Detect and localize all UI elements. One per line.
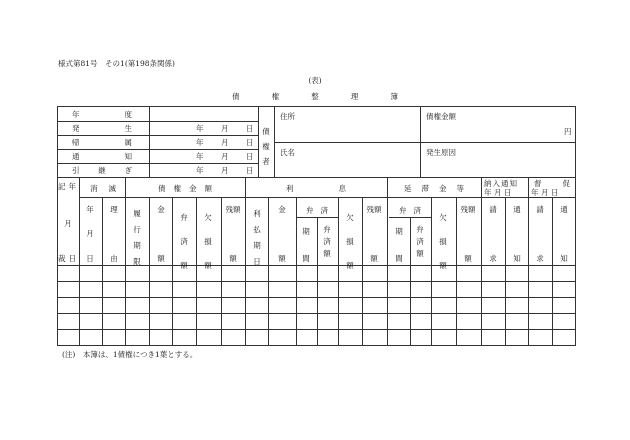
head-nounyu-chi: 知: [513, 254, 521, 263]
head-rishi-kin: 金: [278, 205, 286, 214]
head-sk-b: 権: [173, 184, 181, 193]
title-char-1: 債: [232, 92, 240, 101]
head-nounyu-sei: 請: [489, 205, 497, 214]
top-hline-3: [57, 149, 258, 150]
vline-c16: [387, 178, 388, 346]
head-shometsu-yu: 由: [110, 254, 118, 263]
head-tokusoku-ymd: 年月日: [531, 188, 561, 197]
yen-unit: 円: [564, 127, 572, 136]
title-char-2: 権: [271, 92, 280, 101]
vline-c18: [431, 197, 432, 346]
date-month-3: 月: [221, 152, 229, 161]
top-hline-bottom: [57, 177, 576, 178]
top-hline-4: [57, 163, 258, 164]
head-rishi-kikan-b: 間: [302, 254, 310, 263]
debtor-label: 債 権 者: [262, 127, 270, 166]
head-tk-b: 促: [562, 179, 570, 188]
head-nounyu-kyu: 求: [489, 254, 497, 263]
date-month-4: 月: [221, 166, 229, 175]
head-sk-a: 債: [158, 184, 166, 193]
vline-c7: [196, 197, 197, 346]
vline-c10: [268, 197, 269, 346]
row-label-hikitsugi: [72, 167, 132, 175]
head-rishi-kikan-a: 期: [302, 227, 310, 236]
head-sk-d: 額: [204, 184, 212, 193]
top-vline-4: [420, 106, 421, 178]
head-kinen: 記年: [58, 182, 79, 191]
head-tokusoku-chi: 知: [560, 254, 568, 263]
head-kin: 金: [157, 205, 165, 214]
date-month-2: 月: [221, 138, 229, 147]
row-label-tsuchi-a: 通: [72, 152, 80, 161]
head-rishi-b: 息: [338, 184, 346, 193]
head-rishi-zan: 残額: [366, 205, 382, 214]
top-vline-3: [274, 106, 275, 178]
row-label-hassei-a: 発: [72, 124, 80, 133]
top-vline-2: [258, 106, 259, 178]
vline-c13: [338, 197, 339, 346]
row-label-nendo-a: 年: [72, 110, 80, 119]
head-entai: [404, 185, 464, 193]
vline-c11: [296, 197, 297, 346]
row-label-nendo: [72, 111, 132, 119]
head-entai-zan: 残額: [460, 205, 476, 214]
vline-c21: [481, 178, 482, 346]
head-shometsu-hi: 日: [86, 254, 94, 263]
head-shometsu-b: 滅: [108, 184, 116, 193]
head-saiken-kingaku: [158, 185, 212, 193]
page-title: [232, 93, 398, 101]
top-hline-1: [57, 121, 258, 122]
head-tokusoku-sei: 請: [536, 205, 544, 214]
head-nounyu-tsu: 通: [513, 205, 521, 214]
head-rishi-kesson: 欠 損 額: [346, 213, 354, 270]
head-ribarai: 利 払 期 日: [253, 209, 261, 266]
frame-top: [57, 106, 576, 107]
date-month-1: 月: [221, 124, 229, 133]
top-hline-2: [57, 135, 258, 136]
head-nounyu-ymd: 年月日: [484, 188, 514, 197]
head-rishi-zan-gaku: 額: [370, 254, 378, 263]
head-tokusoku: [534, 180, 570, 188]
head-en-a: 延: [404, 184, 412, 193]
title-char-5: 簿: [390, 92, 398, 101]
head-tk-a: 督: [534, 179, 542, 188]
head-bensai: 弁 済 額: [180, 213, 188, 270]
vline-c22: [505, 197, 506, 346]
vline-c2: [102, 197, 103, 346]
head-rishi-bensai: [306, 207, 328, 215]
vline-c24: [552, 197, 553, 346]
vline-c8: [221, 197, 222, 346]
row-label-tsuchi: [72, 153, 132, 161]
head-rikou: 履 行 期 限: [133, 209, 141, 266]
date-day-2: 日: [246, 138, 254, 147]
head-rishi-kin-gaku: 額: [278, 254, 286, 263]
row-label-kizoku: [72, 139, 132, 147]
name-label: 氏名: [280, 148, 295, 157]
title-char-4: 理: [350, 92, 359, 101]
head-en-c: 金: [439, 184, 447, 193]
date-year-4: 年: [196, 166, 204, 175]
head-eb-a: 弁: [399, 206, 407, 215]
vline-c23: [528, 178, 529, 346]
date-day-4: 日: [246, 166, 254, 175]
address-label: 住所: [280, 112, 295, 121]
head-en-d: 等: [456, 184, 464, 193]
footnote: (注) 本簿は、1債権につき1葉とする。: [62, 350, 198, 359]
vline-c17: [410, 217, 411, 346]
row-label-hikitsugi-c: ぎ: [124, 166, 132, 175]
head-entai-zan-gaku: 額: [464, 254, 472, 263]
head-rishi-a: 利: [286, 184, 294, 193]
date-year-2: 年: [196, 138, 204, 147]
row-label-tsuchi-b: 知: [124, 152, 132, 161]
head-entai-bensai: [399, 207, 421, 215]
head-saibi: 裁日: [58, 254, 79, 263]
top-hline-mid: [274, 142, 576, 143]
vline-c12: [317, 217, 318, 346]
vline-c14: [362, 197, 363, 346]
head-entai-kesson: 欠 損 額: [439, 213, 447, 270]
head-kin-gaku: 額: [157, 254, 165, 263]
head-en-b: 滞: [421, 184, 429, 193]
date-day-3: 日: [246, 152, 254, 161]
head-sk-c: 金: [189, 184, 197, 193]
top-vline-1: [149, 106, 150, 178]
vline-c4: [125, 178, 126, 346]
vline-c19: [456, 197, 457, 346]
amount-label: 債権金額: [426, 112, 456, 121]
head-entai-kikan-b: 間: [395, 254, 403, 263]
head-tokusoku-tsu: 通: [560, 205, 568, 214]
vline-c5: [149, 197, 150, 346]
vline-c9: [245, 178, 246, 346]
row-label-kizoku-a: 帰: [72, 138, 80, 147]
head-shometsu: [90, 185, 116, 193]
head-nounyu: 納入通知: [484, 179, 518, 188]
head-shometsu-gatsu: 月: [86, 229, 94, 238]
head-zan: 残額: [225, 205, 241, 214]
head-rishi: [286, 185, 346, 193]
row-label-hikitsugi-a: 引: [72, 166, 80, 175]
form-id: 様式第81号 その1(第198条関係): [58, 59, 175, 68]
title-char-3: 整: [311, 92, 319, 101]
row-label-kizoku-b: 属: [124, 138, 132, 147]
head-tokusoku-kyu: 求: [536, 254, 544, 263]
head-shometsu-a: 消: [90, 184, 98, 193]
frame-left: [57, 106, 58, 346]
date-year-1: 年: [196, 124, 204, 133]
side-label: (表): [308, 76, 322, 85]
date-year-3: 年: [196, 152, 204, 161]
head-hline-1: [79, 197, 576, 198]
row-label-hassei: [72, 125, 132, 133]
vline-c1: [79, 178, 80, 346]
head-eb-b: 済: [413, 206, 421, 215]
head-entai-kikan-a: 期: [395, 227, 403, 236]
row-label-hassei-b: 生: [124, 124, 132, 133]
head-shometsu-nen: 年: [86, 205, 94, 214]
head-shometsu-ri: 理: [110, 205, 118, 214]
head-rishi-bensai-gaku: 弁 済 額: [323, 225, 331, 258]
head-entai-bensai-gaku: 弁 済 額: [416, 225, 424, 258]
head-zan-gaku: 額: [229, 254, 237, 263]
row-label-hikitsugi-b: 継: [98, 166, 106, 175]
cause-label: 発生原因: [426, 148, 456, 157]
row-label-nendo-b: 度: [124, 110, 132, 119]
head-rb-a: 弁: [306, 206, 314, 215]
head-kesson: 欠 損 額: [204, 213, 212, 270]
date-day-1: 日: [246, 124, 254, 133]
head-tsuki: 月: [64, 219, 72, 228]
head-rb-b: 済: [320, 206, 328, 215]
vline-c6: [172, 197, 173, 346]
